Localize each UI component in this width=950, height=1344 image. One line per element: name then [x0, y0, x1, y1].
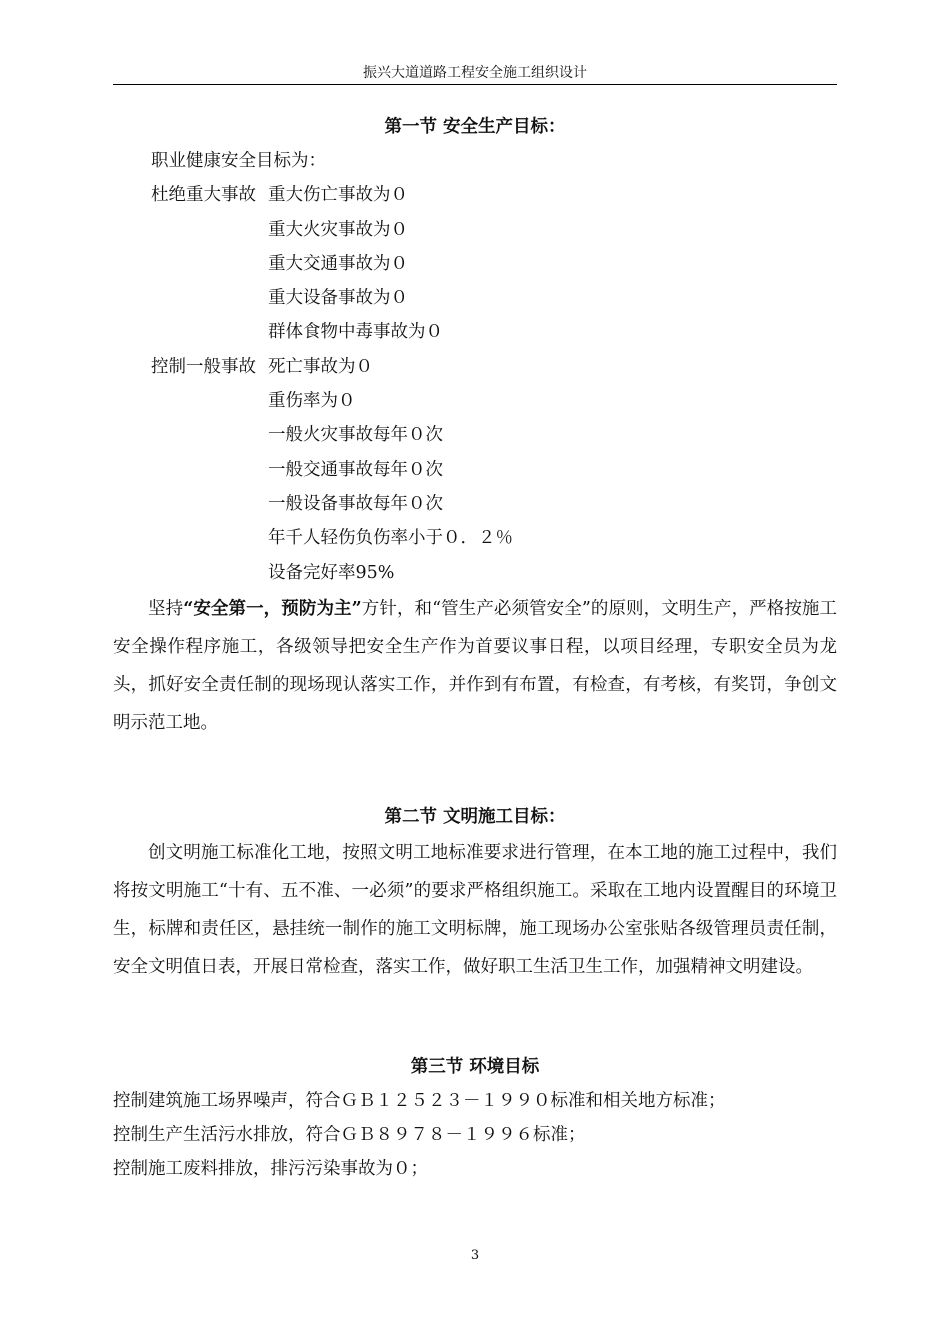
group2-label: 控制一般事故: [151, 356, 256, 377]
group2-item: 死亡事故为０: [268, 356, 373, 377]
section3-line: 控制生产生活污水排放，符合ＧＢ８９７８－１９９６标准；: [113, 1125, 586, 1146]
principle-bold: “安全第一，预防为主”: [183, 598, 362, 619]
section3-line: 控制施工废料排放，排污污染事故为０；: [113, 1159, 428, 1180]
group1-row-4: [113, 281, 837, 315]
group2-row-3: [113, 418, 837, 452]
group2-item: 一般火灾事故每年０次: [268, 425, 443, 446]
group1-item: 重大设备事故为０: [268, 288, 408, 309]
group1-row-1: [113, 178, 837, 212]
group1-row-5: [113, 315, 837, 349]
section1-heading: 第一节 安全生产目标：: [384, 117, 566, 137]
group1-label: 杜绝重大事故: [151, 185, 256, 206]
group2-item: 设备完好率95%: [268, 562, 395, 583]
group2-item: 重伤率为０: [268, 391, 356, 412]
group2-row-7: [113, 556, 837, 590]
page-header: [113, 64, 837, 85]
group1-row-3: [113, 247, 837, 281]
group1-item: 群体食物中毒事故为０: [268, 322, 443, 343]
section3-line: 控制建筑施工场界噪声，符合ＧＢ１２５２３－１９９０标准和相关地方标准；: [113, 1090, 726, 1111]
group2-row-6: [113, 521, 837, 555]
document-body: [113, 110, 837, 1187]
group1-item: 重大交通事故为０: [268, 253, 408, 274]
group2-item: 一般设备事故每年０次: [268, 493, 443, 514]
section2-paragraph: 创文明施工标准化工地，按照文明工地标准要求进行管理，在本工地的施工过程中，我们将按文明施工“十有、五不准、一必须”的要求严格组织施工。采取在工地内设置醒目的环境卫生，标牌和责任区，悬挂统一制作的施工文明标牌，施工现场办公室张贴各级管理员责任制，安全文明值日表，开展日常检查，落实工作，做好职工生活卫生工作，加强精神文明建设。: [113, 842, 837, 977]
group1-row-2: [113, 213, 837, 247]
section3-heading: 第三节 环境目标: [410, 1056, 540, 1077]
group2-item: 年千人轻伤负伤率小于０．２％: [268, 528, 513, 549]
page-number: 3: [470, 1248, 480, 1263]
header-title: 振兴大道道路工程安全施工组织设计: [363, 65, 587, 81]
group1-item: 重大火灾事故为０: [268, 219, 408, 240]
section1-paragraph: 坚持“安全第一，预防为主”方针，和“管生产必须管安全”的原则，文明生产，严格按施工安全操作程序施工，各级领导把安全生产作为首要议事日程，以项目经理，专职安全员为龙头，抓好安全责任制的现场现认落实工作，并作到有布置，有检查，有考核，有奖罚，争创文明示范工地。: [113, 598, 837, 733]
group2-row-5: [113, 487, 837, 521]
section1-intro: 职业健康安全目标为：: [151, 151, 326, 171]
group2-row-1: [113, 350, 837, 384]
group2-row-4: [113, 453, 837, 487]
group2-row-2: [113, 384, 837, 418]
group2-item: 一般交通事故每年０次: [268, 459, 443, 480]
section2-heading: 第二节 文明施工目标：: [384, 806, 566, 827]
group1-item: 重大伤亡事故为０: [268, 185, 408, 206]
